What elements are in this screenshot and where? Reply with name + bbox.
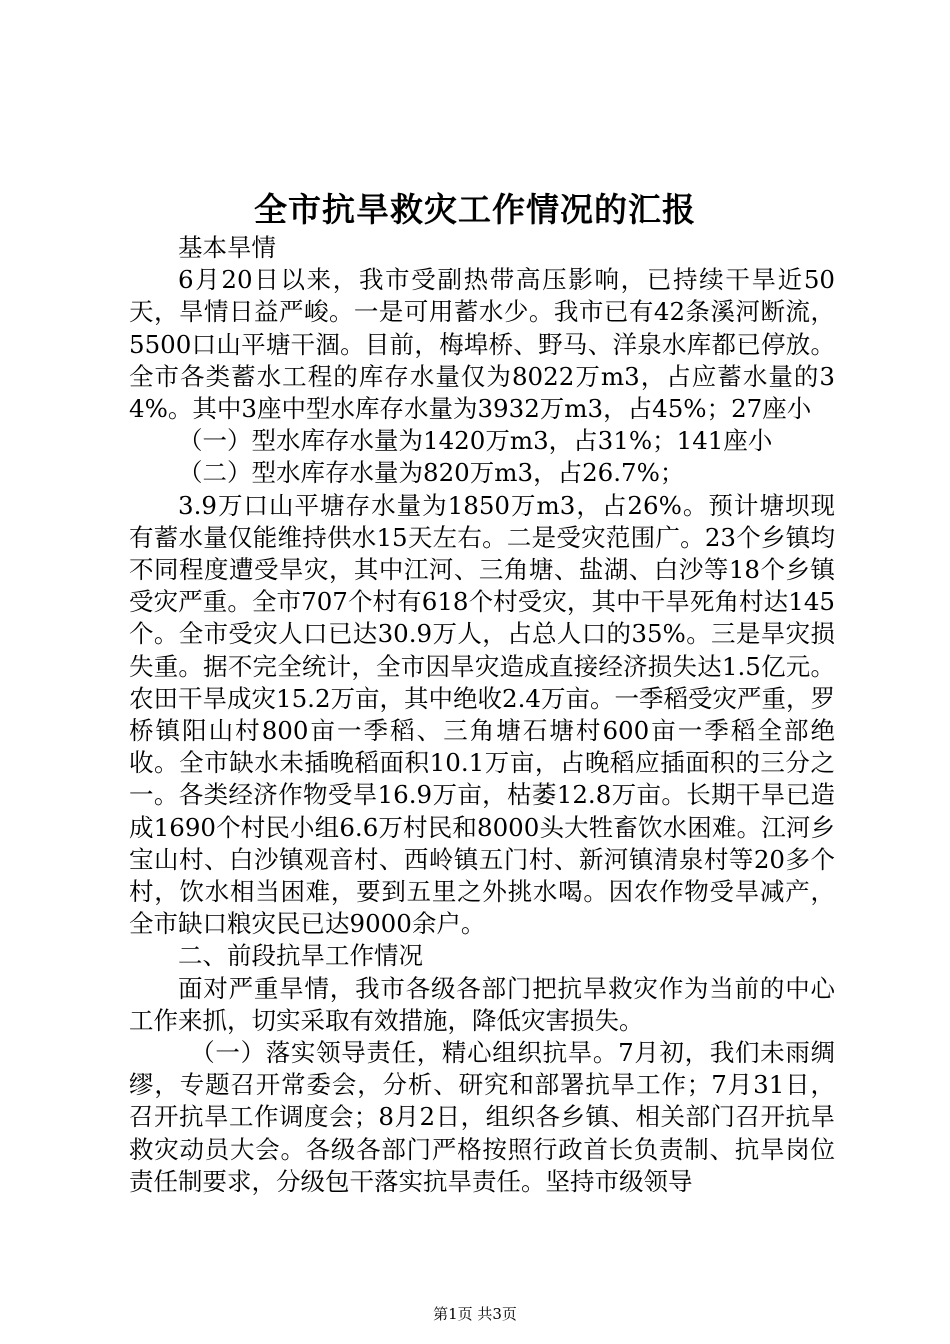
paragraph-leadership-responsibility: （一）落实领导责任，精心组织抗旱。7月初，我们未雨绸缪，专题召开常委会，分析、研究和部署抗旱工作；7月31日，召开抗旱工作调度会；8月2日，组织各乡镇、相关部门召开抗旱救灾动员大会。各级各部门严格按照行政首长负责制、抗旱岗位责任制要求，分级包干落实抗旱责任。坚持市级领导 [129,1038,835,1196]
page-footer: 第1页 共3页 [433,1305,517,1323]
paragraph-response-intro: 面对严重旱情，我市各级各部门把抗旱救灾作为当前的中心工作来抓，切实采取有效措施，降低灾害损失。 [129,973,835,1035]
paragraph-disaster-details: 3.9万口山平塘存水量为1850万m3，占26%。预计塘坝现有蓄水量仅能维持供水15天左右。二是受灾范围广。23个乡镇均不同程度遭受旱灾，其中江河、三角塘、盐湖、白沙等18个乡镇受灾严重。全市707个村有618个村受灾，其中干旱死角村达145个。全市受灾人口已达30.9万人，占总人口的35%。三是旱灾损失重。据不完全统计，全市因旱灾造成直接经济损失达1.5亿元。农田干旱成灾15.2万亩，其中绝收2.4万亩。一季稻受灾严重，罗桥镇阳山村800亩一季稻、三角塘石塘村600亩一季稻全部绝收。全市缺水未插晚稻面积10.1万亩，占晚稻应插面积的三分之一。各类经济作物受旱16.9万亩，枯萎12.8万亩。长期干旱已造成1690个村民小组6.6万村民和8000头大牲畜饮水困难。江河乡宝山村、白沙镇观音村、西岭镇五门村、新河镇清泉村等20多个村，饮水相当困难，要到五里之外挑水喝。因农作物受旱减产，全市缺口粮灾民已达9000余户。 [129,490,836,939]
section-heading-basic-drought: 基本旱情 [178,233,276,262]
paragraph-reservoir-type-2: （二）型水库存水量为820万m3，占26.7%； [178,458,685,488]
document-title: 全市抗旱救灾工作情况的汇报 [254,190,696,229]
paragraph-reservoir-type-1: （一）型水库存水量为1420万m3，占31%；141座小 [178,426,773,456]
paragraph-drought-overview: 6月20日以来，我市受副热带高压影响，已持续干旱近50天，旱情日益严峻。一是可用蓄水少。我市已有42条溪河断流，5500口山平塘干涸。目前，梅埠桥、野马、洋泉水库都已停放。全市各类蓄水工程的库存水量仅为8022万m3，占应蓄水量的34%。其中3座中型水库存水量为3932万m3，占45%；27座小 [129,265,835,424]
section-heading-previous-work: 二、前段抗旱工作情况 [178,941,423,971]
document-body [129,232,835,1198]
